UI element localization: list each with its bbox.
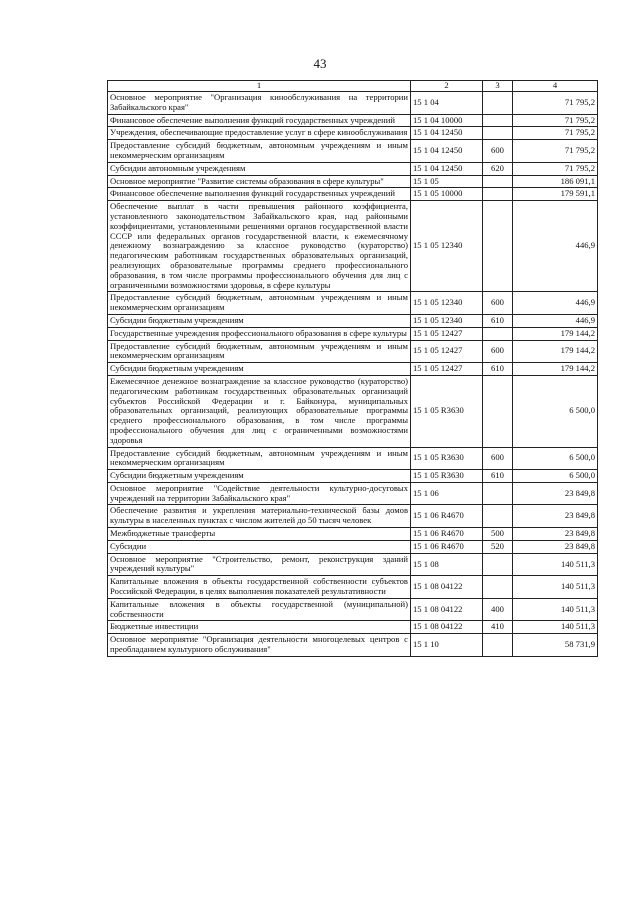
table-row — [108, 505, 598, 528]
row-expense-type-cell: 600 — [483, 140, 513, 163]
table-row — [108, 292, 598, 315]
row-name-cell: Ежемесячное денежное вознаграждение за классное руководство (кураторство) педагогическим работникам государственных образовательных организаций субъектов Российской Федерации и г. Байконура, муниципальных образовательных организаций, реализующих образовательные программы среднего профессионального образования, в том числе программы профессионального обучения для лиц с ограниченными возможностями здоровья — [108, 375, 411, 447]
row-amount-cell: 71 795,2 — [513, 114, 598, 127]
row-expense-type-cell: 610 — [483, 363, 513, 376]
row-amount-cell: 6 500,0 — [513, 447, 598, 470]
row-amount-cell: 23 849,8 — [513, 505, 598, 528]
row-amount-cell: 140 511,3 — [513, 576, 598, 599]
column-header: 1 — [108, 81, 411, 92]
row-expense-type-cell — [483, 188, 513, 201]
table-row — [108, 175, 598, 188]
row-expense-type-cell: 610 — [483, 314, 513, 327]
table-row — [108, 201, 598, 292]
row-expense-type-cell — [483, 327, 513, 340]
row-code-cell: 15 1 08 — [411, 553, 483, 576]
row-code-cell: 15 1 04 12450 — [411, 127, 483, 140]
row-code-cell: 15 1 05 12427 — [411, 363, 483, 376]
row-amount-cell: 6 500,0 — [513, 470, 598, 483]
row-name-cell: Субсидии — [108, 540, 411, 553]
row-code-cell: 15 1 05 R3630 — [411, 447, 483, 470]
row-amount-cell: 23 849,8 — [513, 528, 598, 541]
table-row — [108, 540, 598, 553]
row-name-cell: Бюджетные инвестиции — [108, 621, 411, 634]
row-name-cell: Предоставление субсидий бюджетным, автономным учреждениям и иным некоммерческим организациям — [108, 140, 411, 163]
row-name-cell: Основное мероприятие "Содействие деятельности культурно-досуговых учреждений на территории Забайкальского края" — [108, 482, 411, 505]
row-amount-cell: 71 795,2 — [513, 140, 598, 163]
row-name-cell: Субсидии бюджетным учреждениям — [108, 314, 411, 327]
table-row — [108, 598, 598, 621]
row-expense-type-cell — [483, 175, 513, 188]
table-row — [108, 470, 598, 483]
column-header: 2 — [411, 81, 483, 92]
row-name-cell: Обеспечение развития и укрепления материально-технической базы домов культуры в населенных пунктах с числом жителей до 50 тысяч человек — [108, 505, 411, 528]
row-name-cell: Основное мероприятие "Организация кинообслуживания на территории Забайкальского края" — [108, 92, 411, 115]
row-code-cell: 15 1 04 — [411, 92, 483, 115]
row-amount-cell: 179 144,2 — [513, 327, 598, 340]
row-code-cell: 15 1 05 12340 — [411, 314, 483, 327]
table-row — [108, 553, 598, 576]
row-name-cell: Капитальные вложения в объекты государственной (муниципальной) собственности — [108, 598, 411, 621]
row-amount-cell: 179 591,1 — [513, 188, 598, 201]
row-name-cell: Капитальные вложения в объекты государственной собственности субъектов Российской Федерации, в целях выполнения показателей результативности — [108, 576, 411, 599]
row-expense-type-cell: 600 — [483, 340, 513, 363]
table-row — [108, 528, 598, 541]
row-amount-cell: 23 849,8 — [513, 482, 598, 505]
row-expense-type-cell: 500 — [483, 528, 513, 541]
row-code-cell: 15 1 04 10000 — [411, 114, 483, 127]
header-row — [108, 81, 598, 92]
row-code-cell: 15 1 05 R3630 — [411, 470, 483, 483]
table-row — [108, 92, 598, 115]
row-code-cell: 15 1 06 R4670 — [411, 540, 483, 553]
row-code-cell: 15 1 05 12340 — [411, 201, 483, 292]
row-amount-cell: 446,9 — [513, 201, 598, 292]
row-name-cell: Государственные учреждения профессионального образования в сфере культуры — [108, 327, 411, 340]
row-expense-type-cell — [483, 505, 513, 528]
row-code-cell: 15 1 06 — [411, 482, 483, 505]
row-amount-cell: 179 144,2 — [513, 340, 598, 363]
row-code-cell: 15 1 10 — [411, 634, 483, 657]
table-row — [108, 340, 598, 363]
row-code-cell: 15 1 08 04122 — [411, 621, 483, 634]
budget-table — [107, 80, 598, 657]
page-number: 43 — [313, 56, 327, 71]
row-code-cell: 15 1 04 12450 — [411, 140, 483, 163]
row-name-cell: Межбюджетные трансферты — [108, 528, 411, 541]
row-amount-cell: 58 731,9 — [513, 634, 598, 657]
row-name-cell: Субсидии бюджетным учреждениям — [108, 363, 411, 376]
row-code-cell: 15 1 06 R4670 — [411, 505, 483, 528]
row-name-cell: Предоставление субсидий бюджетным, автономным учреждениям и иным некоммерческим организациям — [108, 292, 411, 315]
row-expense-type-cell: 600 — [483, 447, 513, 470]
row-name-cell: Субсидии бюджетным учреждениям — [108, 470, 411, 483]
row-expense-type-cell — [483, 375, 513, 447]
table-row — [108, 634, 598, 657]
table-row — [108, 363, 598, 376]
row-expense-type-cell — [483, 482, 513, 505]
row-name-cell: Предоставление субсидий бюджетным, автономным учреждениям и иным некоммерческим организациям — [108, 447, 411, 470]
row-name-cell: Основное мероприятие "Организация деятельности многоцелевых центров с преобладанием культурного обслуживания" — [108, 634, 411, 657]
row-code-cell: 15 1 05 — [411, 175, 483, 188]
row-name-cell: Финансовое обеспечение выполнения функций государственных учреждений — [108, 114, 411, 127]
row-amount-cell: 6 500,0 — [513, 375, 598, 447]
row-code-cell: 15 1 05 12340 — [411, 292, 483, 315]
table-row — [108, 140, 598, 163]
row-amount-cell: 446,9 — [513, 292, 598, 315]
row-expense-type-cell — [483, 553, 513, 576]
table-row — [108, 314, 598, 327]
table-row — [108, 114, 598, 127]
column-header: 3 — [483, 81, 513, 92]
row-code-cell: 15 1 05 R3630 — [411, 375, 483, 447]
row-amount-cell: 446,9 — [513, 314, 598, 327]
row-name-cell: Предоставление субсидий бюджетным, автономным учреждениям и иным некоммерческим организациям — [108, 340, 411, 363]
row-expense-type-cell — [483, 127, 513, 140]
row-name-cell: Обеспечение выплат в части превышения районного коэффициента, установленного законодательством Забайкальского края, над районными коэффициентами, установленными решениями органов государственной власти СССР или федеральных органов государственной власти, к ежемесячному денежному вознаграждению за классное руководство (кураторство) педагогическим работникам государственных образовательных организаций, реализующих образовательные программы среднего профессионального образования, в том числе программы профессионального обучения для лиц с ограниченными возможностями здоровья, в сфере культуры — [108, 201, 411, 292]
row-name-cell: Основное мероприятие "Развитие системы образования в сфере культуры" — [108, 175, 411, 188]
row-code-cell: 15 1 08 04122 — [411, 576, 483, 599]
row-expense-type-cell: 610 — [483, 470, 513, 483]
row-name-cell: Субсидии автономным учреждениям — [108, 162, 411, 175]
row-amount-cell: 71 795,2 — [513, 127, 598, 140]
row-code-cell: 15 1 08 04122 — [411, 598, 483, 621]
table-row — [108, 447, 598, 470]
table-row — [108, 327, 598, 340]
row-amount-cell: 140 511,3 — [513, 553, 598, 576]
table-row — [108, 162, 598, 175]
row-name-cell: Финансовое обеспечение выполнения функций государственных учреждений — [108, 188, 411, 201]
row-expense-type-cell: 600 — [483, 292, 513, 315]
row-code-cell: 15 1 05 12427 — [411, 340, 483, 363]
table-row — [108, 482, 598, 505]
table-row — [108, 375, 598, 447]
row-expense-type-cell: 410 — [483, 621, 513, 634]
table-row — [108, 621, 598, 634]
row-amount-cell: 71 795,2 — [513, 92, 598, 115]
row-expense-type-cell — [483, 92, 513, 115]
row-code-cell: 15 1 04 12450 — [411, 162, 483, 175]
row-code-cell: 15 1 06 R4670 — [411, 528, 483, 541]
row-code-cell: 15 1 05 10000 — [411, 188, 483, 201]
row-amount-cell: 140 511,3 — [513, 598, 598, 621]
row-expense-type-cell: 520 — [483, 540, 513, 553]
row-name-cell: Основное мероприятие "Строительство, ремонт, реконструкция зданий учреждений культуры" — [108, 553, 411, 576]
row-expense-type-cell — [483, 634, 513, 657]
row-amount-cell: 186 091,1 — [513, 175, 598, 188]
table-row — [108, 188, 598, 201]
row-name-cell: Учреждения, обеспечивающие предоставление услуг в сфере кинообслуживания — [108, 127, 411, 140]
row-expense-type-cell: 620 — [483, 162, 513, 175]
row-expense-type-cell: 400 — [483, 598, 513, 621]
row-amount-cell: 23 849,8 — [513, 540, 598, 553]
row-expense-type-cell — [483, 201, 513, 292]
row-amount-cell: 71 795,2 — [513, 162, 598, 175]
table-row — [108, 127, 598, 140]
row-code-cell: 15 1 05 12427 — [411, 327, 483, 340]
column-header: 4 — [513, 81, 598, 92]
row-amount-cell: 140 511,3 — [513, 621, 598, 634]
row-expense-type-cell — [483, 114, 513, 127]
row-amount-cell: 179 144,2 — [513, 363, 598, 376]
table-row — [108, 576, 598, 599]
row-expense-type-cell — [483, 576, 513, 599]
